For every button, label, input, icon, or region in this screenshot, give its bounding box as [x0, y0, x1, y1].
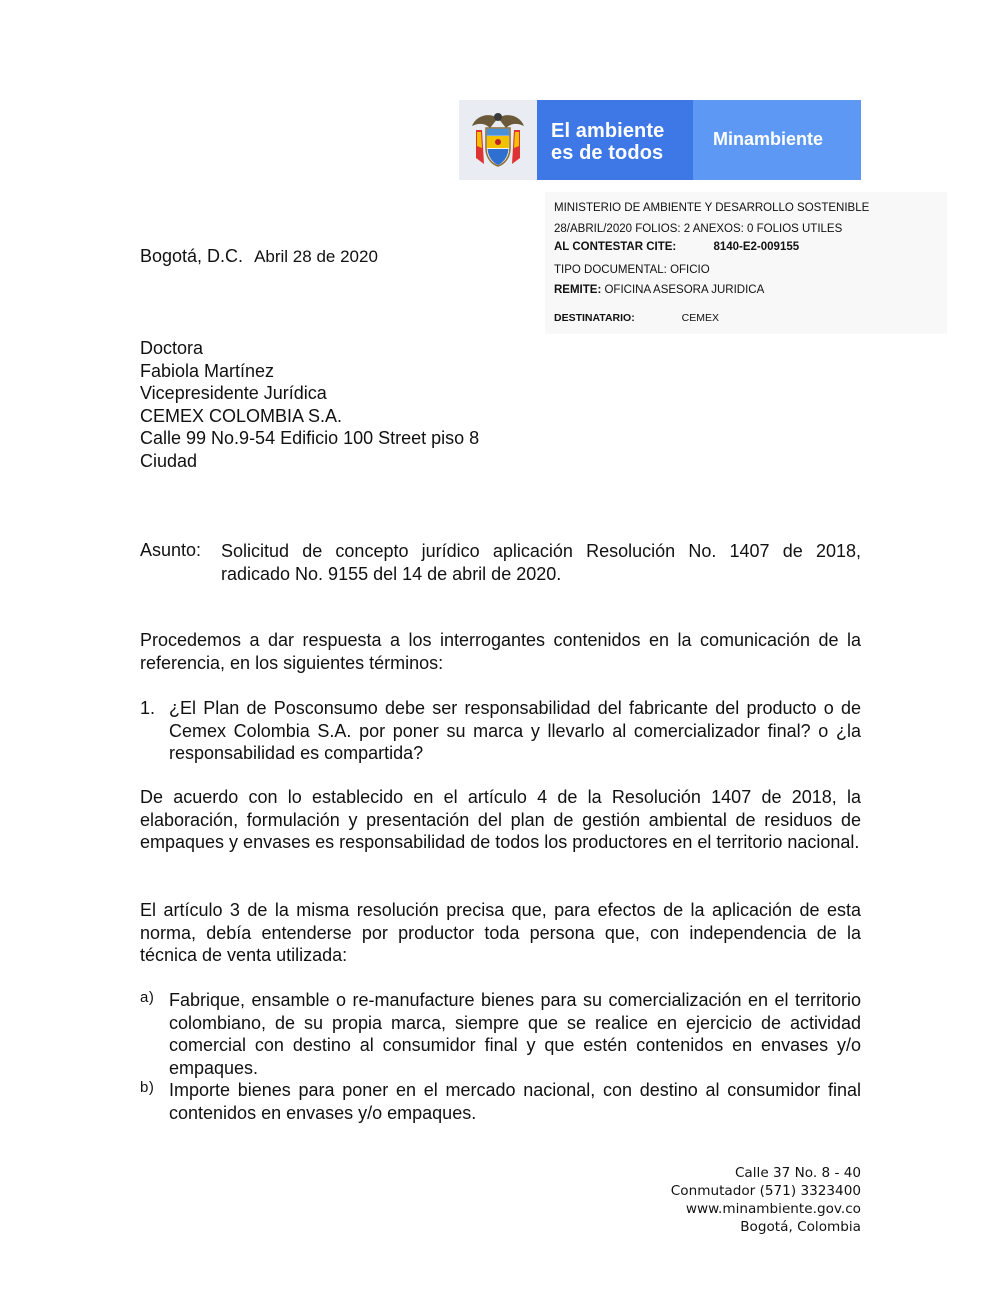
recipient-position: Vicepresidente Jurídica [140, 383, 327, 404]
paragraph-3: El artículo 3 de la misma resolución precisa que, para efectos de la aplicación de esta norma, debía entenderse por productor toda persona que, con independencia de la técnica de venta utilizada: [140, 900, 861, 965]
stamp-doc-type: TIPO DOCUMENTAL: OFICIO [554, 264, 710, 276]
letter-place: Bogotá, D.C. [140, 246, 244, 266]
recipient-company: CEMEX COLOMBIA S.A. [140, 405, 343, 426]
footer-phone: Conmutador (571) 3323400 [670, 1183, 861, 1199]
question-number: 1. [140, 698, 156, 718]
stamp-sender-label: REMITE: [554, 284, 602, 296]
recipient-name: Fabiola Martínez [140, 360, 275, 381]
paragraph-2: De acuerdo con lo establecido en el artículo 4 de la Resolución 1407 de 2018, la elaboración, formulación y presentación del plan de gestión ambiental de residuos de empaques y envases es responsabilidad de todos los productores en el territorio nacional. [140, 787, 861, 852]
place-date [140, 246, 378, 267]
recipient-title: Doctora [140, 338, 204, 358]
footer-city: Bogotá, Colombia [740, 1219, 861, 1235]
stamp-cite-label: AL CONTESTAR CITE: [554, 241, 677, 253]
footer-contact [671, 1164, 861, 1236]
intro-paragraph: Procedemos a dar respuesta a los interrogantes contenidos en la comunicación de la referencia, en los siguientes términos: [140, 630, 861, 673]
footer-website[interactable]: www.minambiente.gov.co [685, 1201, 861, 1217]
tagline-line1: El ambiente [551, 120, 665, 142]
subject-text: Solicitud de concepto jurídico aplicación Resolución No. 1407 de 2018, radicado No. 9155 del 14 de abril de 2020. [221, 541, 861, 584]
list-item-text: Fabrique, ensamble o re-manufacture bienes para su comercialización en el territorio colombiano, de su propia marca, siempre que se realice en ejercicio de actividad comercial con destino al consumidor final y que estén contenidos en envases y/o empaques. [169, 990, 861, 1078]
stamp-sender [554, 284, 764, 296]
subject-label: Asunto: [140, 540, 202, 560]
recipient-address: Calle 99 No.9-54 Edificio 100 Street piso 8 [140, 428, 480, 449]
stamp-filing-line: 28/ABRIL/2020 FOLIOS: 2 ANEXOS: 0 FOLIOS UTILES [554, 223, 843, 235]
brand-box [693, 100, 861, 180]
footer-address: Calle 37 No. 8 - 40 [734, 1165, 861, 1181]
seal-box [459, 100, 537, 180]
stamp-sender-value: OFICINA ASESORA JURIDICA [604, 284, 765, 296]
stamp-ministry: MINISTERIO DE AMBIENTE Y DESARROLLO SOSTENIBLE [554, 202, 870, 214]
list-item-marker: a) [140, 989, 155, 1006]
tagline-line2: es de todos [551, 142, 664, 164]
stamp-cite [554, 241, 799, 253]
brand-name: Minambiente [713, 129, 824, 149]
stamp-recipient-value: CEMEX [681, 312, 719, 324]
stamp-recipient [554, 312, 719, 324]
stamp-cite-value: 8140-E2-009155 [713, 241, 800, 253]
list-item-marker: b) [140, 1079, 155, 1096]
letter-date: Abril 28 de 2020 [254, 247, 378, 266]
list-item-text: Importe bienes para poner en el mercado nacional, con destino al consumidor final contenidos en envases y/o empaques. [169, 1080, 861, 1123]
recipient-city: Ciudad [140, 450, 198, 471]
filing-stamp [545, 192, 947, 334]
question-text: ¿El Plan de Posconsumo debe ser responsabilidad del fabricante del producto o de Cemex Colombia S.A. por poner su marca y llevarlo al comercializador final? o ¿la responsabilidad es compartida? [169, 698, 861, 763]
tagline-box [537, 100, 693, 180]
recipient-block [140, 337, 640, 473]
stamp-recipient-label: DESTINATARIO: [554, 312, 635, 324]
colombia-coat-of-arms-icon [470, 108, 526, 172]
header-banner [459, 100, 861, 180]
